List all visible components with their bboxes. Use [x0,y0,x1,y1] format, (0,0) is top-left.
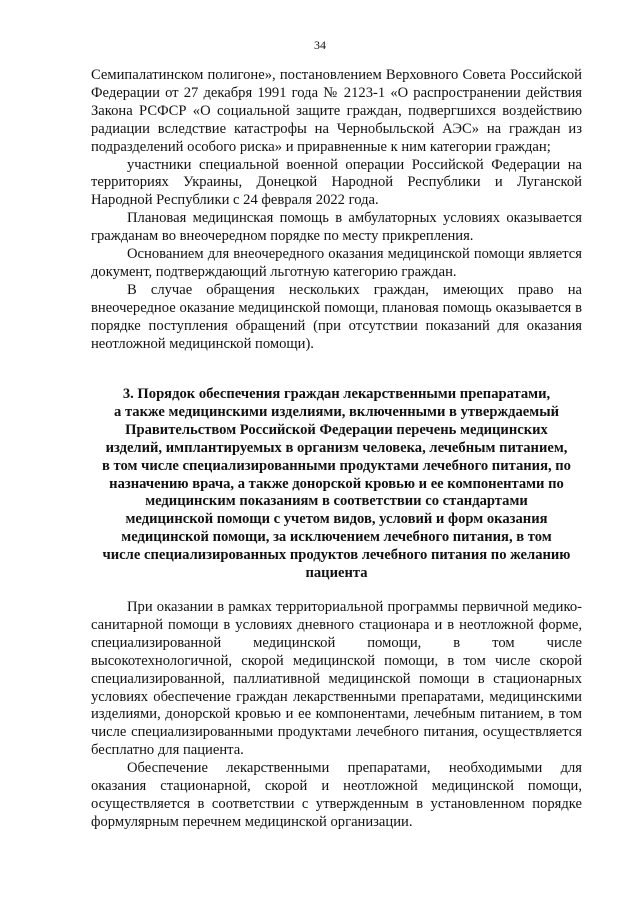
heading-line: в том числе специализированными продуктами лечебного питания, по [102,457,571,474]
page-number: 34 [314,38,326,52]
section-heading [91,386,582,583]
heading-line: изделий, имплантируемых в организм человека, лечебным питанием, [105,439,568,456]
paragraph-multiple-requests: В случае обращения нескольких граждан, имеющих право на внеочередное оказание медицинской помощи, плановая помощь оказывается в порядке поступления обращений (при отсутствии показаний для оказания неотложной медицинской помощи). [91,281,582,352]
paragraph-continuation: Семипалатинском полигоне», постановлением Верховного Совета Российской Федерации от 27 декабря 1991 года № 2123-1 «О распространении действия Закона РСФСР «О социальной защите граждан, подвергшихся воздействию радиации вследствие катастрофы на Чернобыльской АЭС» на граждан из подразделений особого риска» и приравненные к ним категории граждан; [91,67,582,155]
paragraph-formulary: Обеспечение лекарственными препаратами, необходимыми для оказания стационарной, скорой и неотложной медицинской помощи, осуществляется в соответствии с утвержденным в установленном порядке формулярным перечнем медицинской организации. [91,760,582,830]
heading-line: числе специализированных продуктов лечебного питания по желанию [102,547,571,564]
paragraph-planned-care: Плановая медицинская помощь в амбулаторных условиях оказывается гражданам во внеочередном порядке по месту прикрепления. [91,210,582,245]
paragraph-free-provision: При оказании в рамках территориальной программы первичной медико-санитарной помощи в условиях дневного стационара и в неотложной форме, специализированной медицинской помощи, в том числе высокотехнологичной, скорой медицинской помощи, в том числе скорой специализированной, паллиативной медицинской помощи в стационарных условиях обеспечение граждан лекарственными препаратами, медицинскими изделиями, донорской кровью и ее компонентами, лечебным питанием, в том числе специализированными продуктами лечебного питания, осуществляется бесплатно для пациента. [91,599,582,759]
bottom-text-block [91,599,582,832]
heading-line: а также медицинскими изделиями, включенными в утверждаемый [114,403,559,420]
heading-line: медицинской помощи с учетом видов, условий и форм оказания [125,511,548,528]
top-text-block [91,67,582,354]
heading-line: 3. Порядок обеспечения граждан лекарственными препаратами, [122,386,551,402]
paragraph-svo-participants: участники специальной военной операции Российской Федерации на территориях Украины, Донецкой Народной Республики и Луганской Народной Республики с 24 февраля 2022 года. [91,156,582,209]
heading-line: Правительством Российской Федерации перечень медицинских [125,421,548,438]
heading-line: назначению врача, а также донорской кровью и ее компонентами по [109,475,564,492]
paragraph-basis: Основанием для внеочередного оказания медицинской помощи является документ, подтверждающий льготную категорию граждан. [91,246,582,280]
heading-line: медицинской помощи, за исключением лечебного питания, в том [121,529,552,546]
heading-line: пациента [305,565,368,582]
heading-line: медицинским показаниям в соответствии со стандартами [145,493,528,510]
